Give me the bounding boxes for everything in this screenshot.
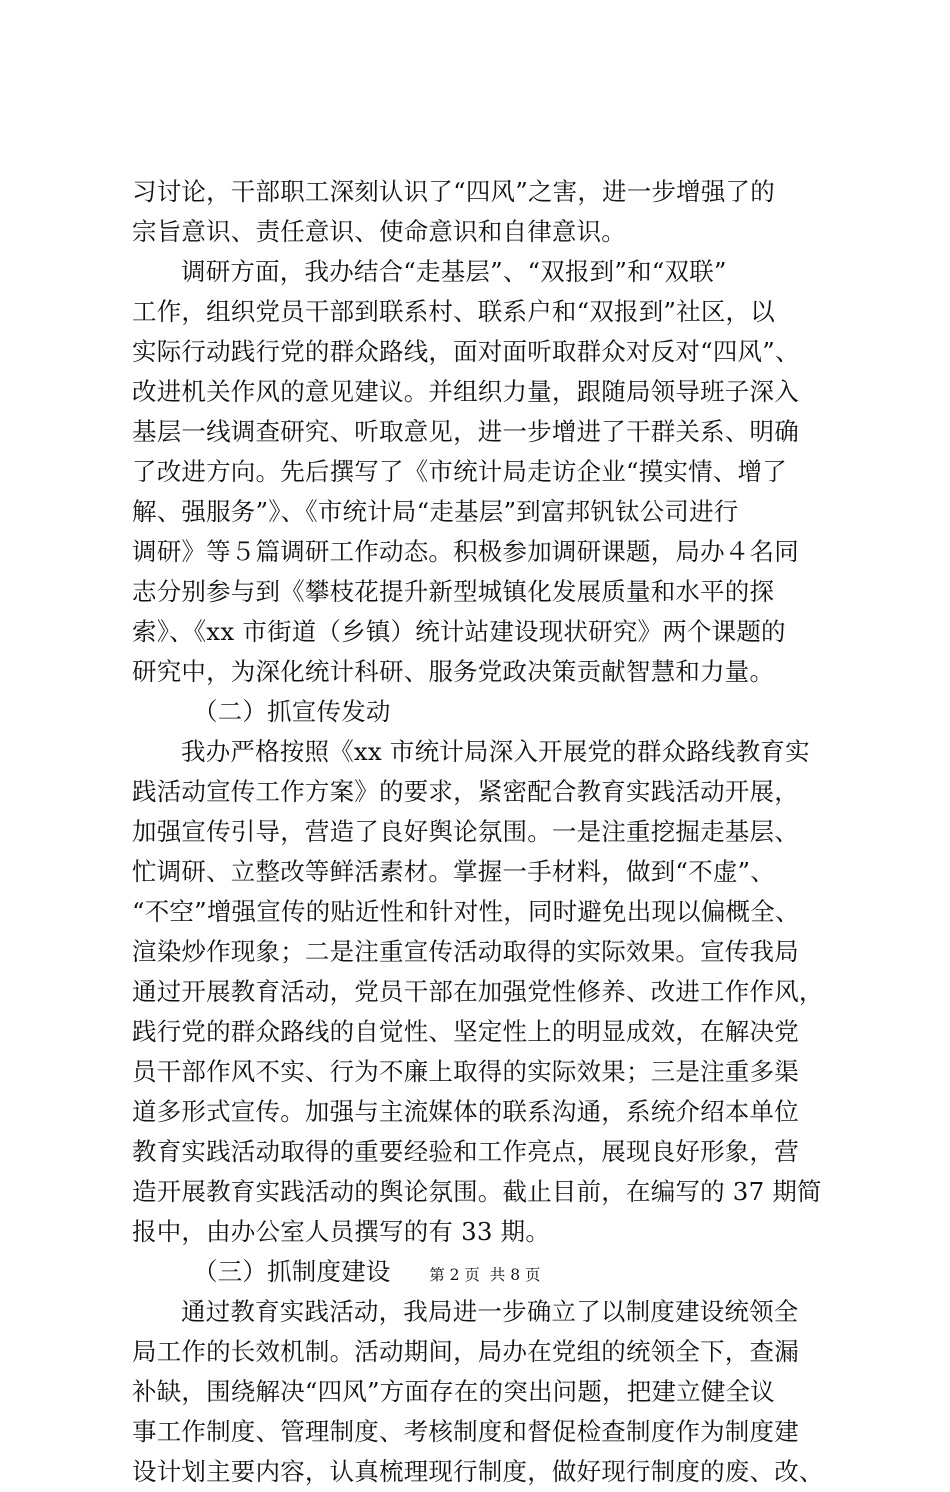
text-line: 通过开展教育活动，党员干部在加强党性修养、改进工作作风， [132,977,824,1006]
text-line: 局工作的长效机制。活动期间，局办在党组的统领全下，查漏 [132,1337,799,1366]
text-line: 宗旨意识、责任意识、使命意识和自律意识。 [132,217,626,246]
page-footer [0,1245,950,1305]
text-line: 员干部作风不实、行为不廉上取得的实际效果；三是注重多渠 [132,1057,799,1086]
paragraph-start-line: 我办严格按照《xx 市统计局深入开展党的群众路线教育实 [181,737,810,766]
text-line: 基层一线调查研究、听取意见，进一步增进了干群关系、明确 [132,417,799,446]
paragraph-start-line: 通过教育实践活动，我局进一步确立了以制度建设统领全 [181,1297,799,1326]
text-line: 道多形式宣传。加强与主流媒体的联系沟通，系统介绍本单位 [132,1097,799,1126]
page-number-label: 第 2 页 共 8 页 [429,1266,541,1284]
text-line: 渲染炒作现象；二是注重宣传活动取得的实际效果。宣传我局 [132,937,799,966]
paragraph-start-line: 调研方面，我办结合“走基层”、“双报到”和“双联” [181,257,727,286]
text-line: 加强宣传引导，营造了良好舆论氛围。一是注重挖掘走基层、 [132,817,799,846]
section-heading-3: （三）抓制度建设 [193,1257,391,1286]
text-line: 习讨论，干部职工深刻认识了“四风”之害，进一步增强了的 [132,177,775,206]
text-line: 工作，组织党员干部到联系村、联系户和“双报到”社区，以 [132,297,775,326]
section-heading-2: （二）抓宣传发动 [193,697,391,726]
text-line: 调研》等５篇调研工作动态。积极参加调研课题，局办４名同 [132,537,799,566]
text-line: “不空”增强宣传的贴近性和针对性，同时避免出现以偏概全、 [132,897,800,926]
text-line: 改进机关作风的意见建议。并组织力量，跟随局领导班子深入 [132,377,799,406]
text-line: 报中，由办公室人员撰写的有 33 期。 [132,1217,551,1246]
text-line: 补缺，围绕解决“四风”方面存在的突出问题，把建立健全议 [132,1377,775,1406]
text-line: 造开展教育实践活动的舆论氛围。截止目前，在编写的 37 期简 [132,1177,822,1206]
text-line: 志分别参与到《攀枝花提升新型城镇化发展质量和水平的探 [132,577,775,606]
text-line: 解、强服务”》、《市统计局“走基层”到富邦钒钛公司进行 [132,497,739,526]
text-line: 实际行动践行党的群众路线，面对面听取群众对反对“四风”、 [132,337,800,366]
text-line: 践行党的群众路线的自觉性、坚定性上的明显成效，在解决党 [132,1017,799,1046]
text-line: 研究中，为深化统计科研、服务党政决策贡献智慧和力量。 [132,657,775,686]
text-line: 设计划主要内容，认真梳理现行制度，做好现行制度的废、改、 [132,1457,824,1486]
text-line: 索》、《xx 市街道（乡镇）统计站建设现状研究》两个课题的 [132,617,786,646]
text-line: 事工作制度、管理制度、考核制度和督促检查制度作为制度建 [132,1417,799,1446]
text-line: 教育实践活动取得的重要经验和工作亮点，展现良好形象，营 [132,1137,799,1166]
text-line: 了改进方向。先后撰写了《市统计局走访企业“摸实情、增了 [132,457,787,486]
text-line: 忙调研、立整改等鲜活素材。掌握一手材料，做到“不虚”、 [132,857,775,886]
text-line: 践活动宣传工作方案》的要求，紧密配合教育实践活动开展， [132,777,799,806]
